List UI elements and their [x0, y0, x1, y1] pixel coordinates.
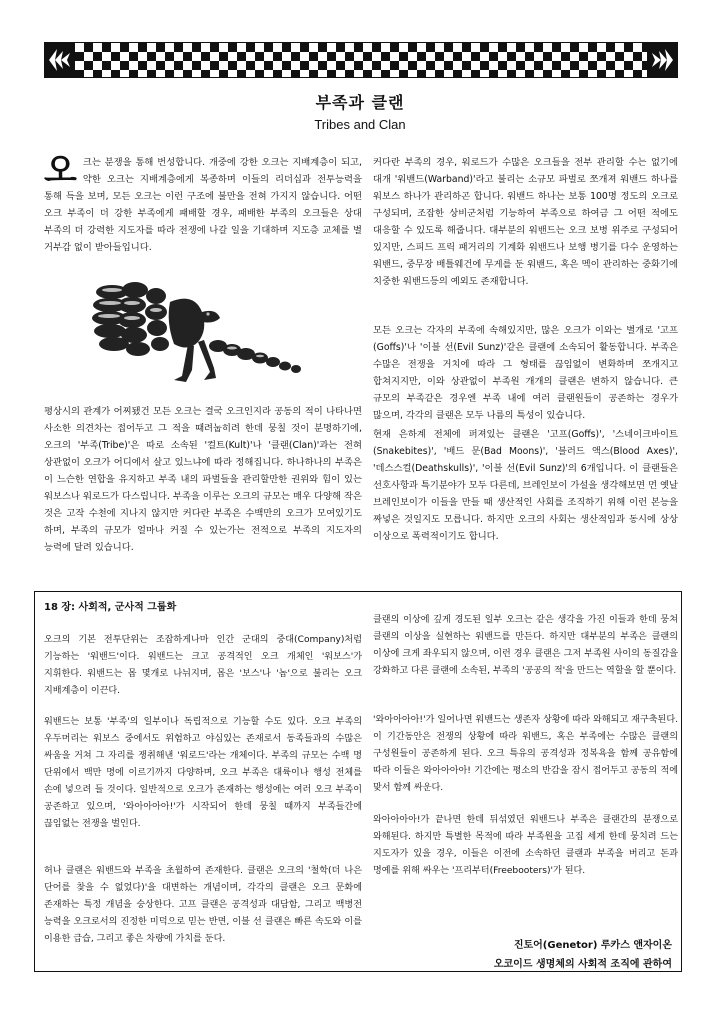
signature-author: 진토어(Genetor) 루카스 앤자이온	[513, 940, 672, 951]
sidebar-left-paragraph-1: 오크의 기본 전투단위는 조잡하게나마 인간 군대의 중대(Company)처럼 기능하는 '워밴드'이다. 워밴드는 크고 공격적인 오크 개체인 '워보스'가 지휘한다. 워밴드는 몹 몇개로 나뉘지며, 몹은 '보스'나 '놉'으로 불리는 오크 지배계층이 이끈다.	[44, 635, 362, 696]
drop-cap: 오	[44, 151, 77, 191]
sidebar-right-paragraph-2: '와아아아아!'가 일어나면 워밴드는 생존자 상황에 따라 와해되고 재구축된다. 이 기간동안은 전쟁의 상황에 따라 워밴드, 혹은 부족에는 수많은 클랜의 구성원들이 공존하게 된다. 오크 특유의 공격성과 정복욕을 함께 공유함에 따라 이들은 와아아아아! 기간에는 평소의 반감을 잠시 접어두고 공동의 적에 맞서 함께 싸운다.	[373, 715, 678, 793]
left-paragraph-2: 평상시의 관계가 어찌됐건 모든 오크는 결국 오크인지라 공동의 적이 나타나면 사소한 의견차는 접어두고 그 적을 때려눕히려 한데 뭉칠 것이 분명하기에, 오크의 '부족(Tribe)'은 따로 소속된 '컬트(Kult)'나 '클랜(Clan)'과는 전혀 상관없이 오크가 어디에서 살고 있느냐에 따라 정해집니다. 하나하나의 부족은 이 느슨한 연합을 유지하고 부족 내의 파벌들을 관리할만한 권위와 힘이 있는 워보스나 워로드가 다스립니다. 부족을 이루는 오크의 규모는 매우 다양해 작은 것은 고작 수천에 지나지 않지만 커다란 부족은 수백만의 오크가 모여있기도 하며, 부족의 규모가 얼마나 커질 수 있는가는 전적으로 부족의 지도자의 능력에 달려 있습니다.	[44, 406, 362, 553]
sidebar-left-paragraph-2: 워밴드는 보통 '부족'의 일부이나 독립적으로 기능할 수도 있다. 오크 부족의 우두머리는 워보스 중에서도 위험하고 야심있는 존재로서 동족들과의 수많은 싸움을 거쳐 그 자리를 쟁취해낸 '워로드'라는 개체이다. 부족의 규모는 수백 명 단위에서 백만 명에 이르기까지 다양하며, 오크 부족은 대륙이나 행성 전체를 손에 넣으려 들 것이다. 일반적으로 오크가 존재하는 행성에는 여러 오크 부족이 공존하고 있으며, '와아아아아!'가 시작되어 한데 뭉칠 때까지 부족들간에 끊임없는 전쟁을 벌인다.	[44, 717, 362, 829]
left-paragraph-1	[44, 151, 362, 256]
squig-creature-illustration	[90, 272, 310, 392]
sidebar-left-paragraph-3: 허나 클랜은 워밴드와 부족을 초월하여 존재한다. 클랜은 오크의 '철학(더 나은 단어를 찾을 수 없었다)'을 대변하는 개념이며, 각각의 클랜은 오크 문화에 존재하는 특정 개념을 숭상한다. 고프 클랜은 공격성과 대담함, 그리고 백병전 능력을 오크로서의 진정한 미덕으로 믿는 반면, 이블 선 클랜은 빠른 속도와 이를 이용한 급습, 그리고 좋은 차량에 가치를 둔다.	[44, 866, 362, 944]
signature-source: 오코이드 생명체의 사회적 조직에 관하여	[493, 959, 672, 970]
checkered-header-banner	[44, 42, 678, 78]
left-paragraph-1-text: 크는 분쟁을 통해 번성합니다. 개중에 강한 오크는 지배계층이 되고, 약한 오크는 지배계층에게 복종하며 이들의 리더십과 전투능력을 통해 득을 보며, 모든 오크는 이런 구조에 불만을 전혀 가지지 않습니다. 어떤 오크 부족이 더 강한 부족에게 패배할 경우, 패배한 부족의 오크들은 상대 부족의 더 강력한 지도자를 따라 전쟁에 나갈 일을 기대하며 지도층 교체를 별 거부감 없이 받아들입니다.	[44, 157, 362, 253]
right-paragraph-2: 모든 오크는 각자의 부족에 속해있지만, 많은 오크가 이와는 별개로 '고프(Goffs)'나 '이블 선(Evil Sunz)'같은 클랜에 소속되어 활동합니다. 부족은 수많은 전쟁을 거치에 따라 그 형태를 끊임없이 변화하며 쪼개지고 합쳐지지만, 이와 상관없이 부족원 개개의 클랜은 변하지 않습니다. 큰 규모의 부족같은 경우엔 부족 내에 여러 클랜원들이 공존하는 경우가 많으며, 각각의 클랜은 모두 나름의 특성이 있습니다.	[373, 325, 678, 421]
sidebar-right-paragraph-3: 와아아아아!가 끝나면 한데 뒤섞였던 워밴드나 부족은 클랜간의 분쟁으로 와해된다. 하지만 특별한 목적에 따라 부족원을 고집 세게 한데 뭉치려 드는 지도자가 있을 경우, 이들은 이전에 소속하던 클랜과 부족을 버리고 돈과 명예를 위해 싸우는 '프리부터(Freebooters)'가 된다.	[373, 815, 678, 876]
right-paragraph-1: 커다란 부족의 경우, 워로드가 수많은 오크들을 전부 관리할 수는 없기에 대개 '워밴드(Warband)'라고 불리는 소규모 파벌로 쪼개져 워밴드 하나를 워보스 하나가 관리하곤 합니다. 워밴드 하나는 보통 100명 정도의 오크로 구성되며, 조잡한 상비군처럼 기능하여 부족으로 하여금 그 어떤 적에도 대응할 수 있도록 해줍니다. 대부분의 워밴드는 오크 보병 위주로 구성되어 있지만, 스피드 프릭 패거리의 기계화 워밴드나 보행 병기를 다수 운영하는 워밴드, 중무장 배틀웨건에 무게를 둔 워밴드, 혹은 멕이 관리하는 중화기에 치중한 워밴드등의 예외도 존재합니다.	[373, 157, 678, 287]
checkerboard-pattern	[75, 43, 647, 77]
banner-spike-ornament-left	[45, 43, 75, 77]
banner-spike-ornament-right	[647, 43, 677, 77]
page-title: 부족과 클랜	[315, 93, 405, 112]
sidebar-right-paragraph-1: 클랜의 이상에 깊게 경도된 일부 오크는 같은 생각을 가진 이들과 한데 뭉쳐 클랜의 이상을 실현하는 워밴드를 만든다. 하지만 대부분의 부족은 클랜의 이상에 크게 좌우되지 않으며, 이런 경우 클랜은 그저 부족원 사이의 동질감을 강화하고 다른 클랜에 소속된, 부족의 '공공의 적'을 만드는 역할을 할 뿐이다.	[373, 615, 678, 676]
right-paragraph-3: 현재 은하계 전체에 퍼져있는 클랜은 '고프(Goffs)', '스네이크바이트(Snakebites)', '배드 문(Bad Moons)', '블러드 액스(Blood Axes)', '데스스컬(Deathskulls)', '이블 선(Evil Sunz)'의 6개입니다. 이 클랜들은 선호사항과 특기분야가 모두 다른데, 브레인보이 가설을 생각해보면 먼 옛날 브레인보이가 이들을 만들 때 생산적인 사회를 조직하기 위해 이런 본능을 짜넣은 것일지도 모릅니다. 하지만 오크의 사회는 생산적임과 동시에 상상 이상으로 폭력적이기도 합니다.	[373, 429, 679, 542]
sidebar-heading: 18 장: 사회적, 군사적 그룹화	[44, 602, 177, 613]
page-subtitle: Tribes and Clan	[314, 117, 406, 132]
